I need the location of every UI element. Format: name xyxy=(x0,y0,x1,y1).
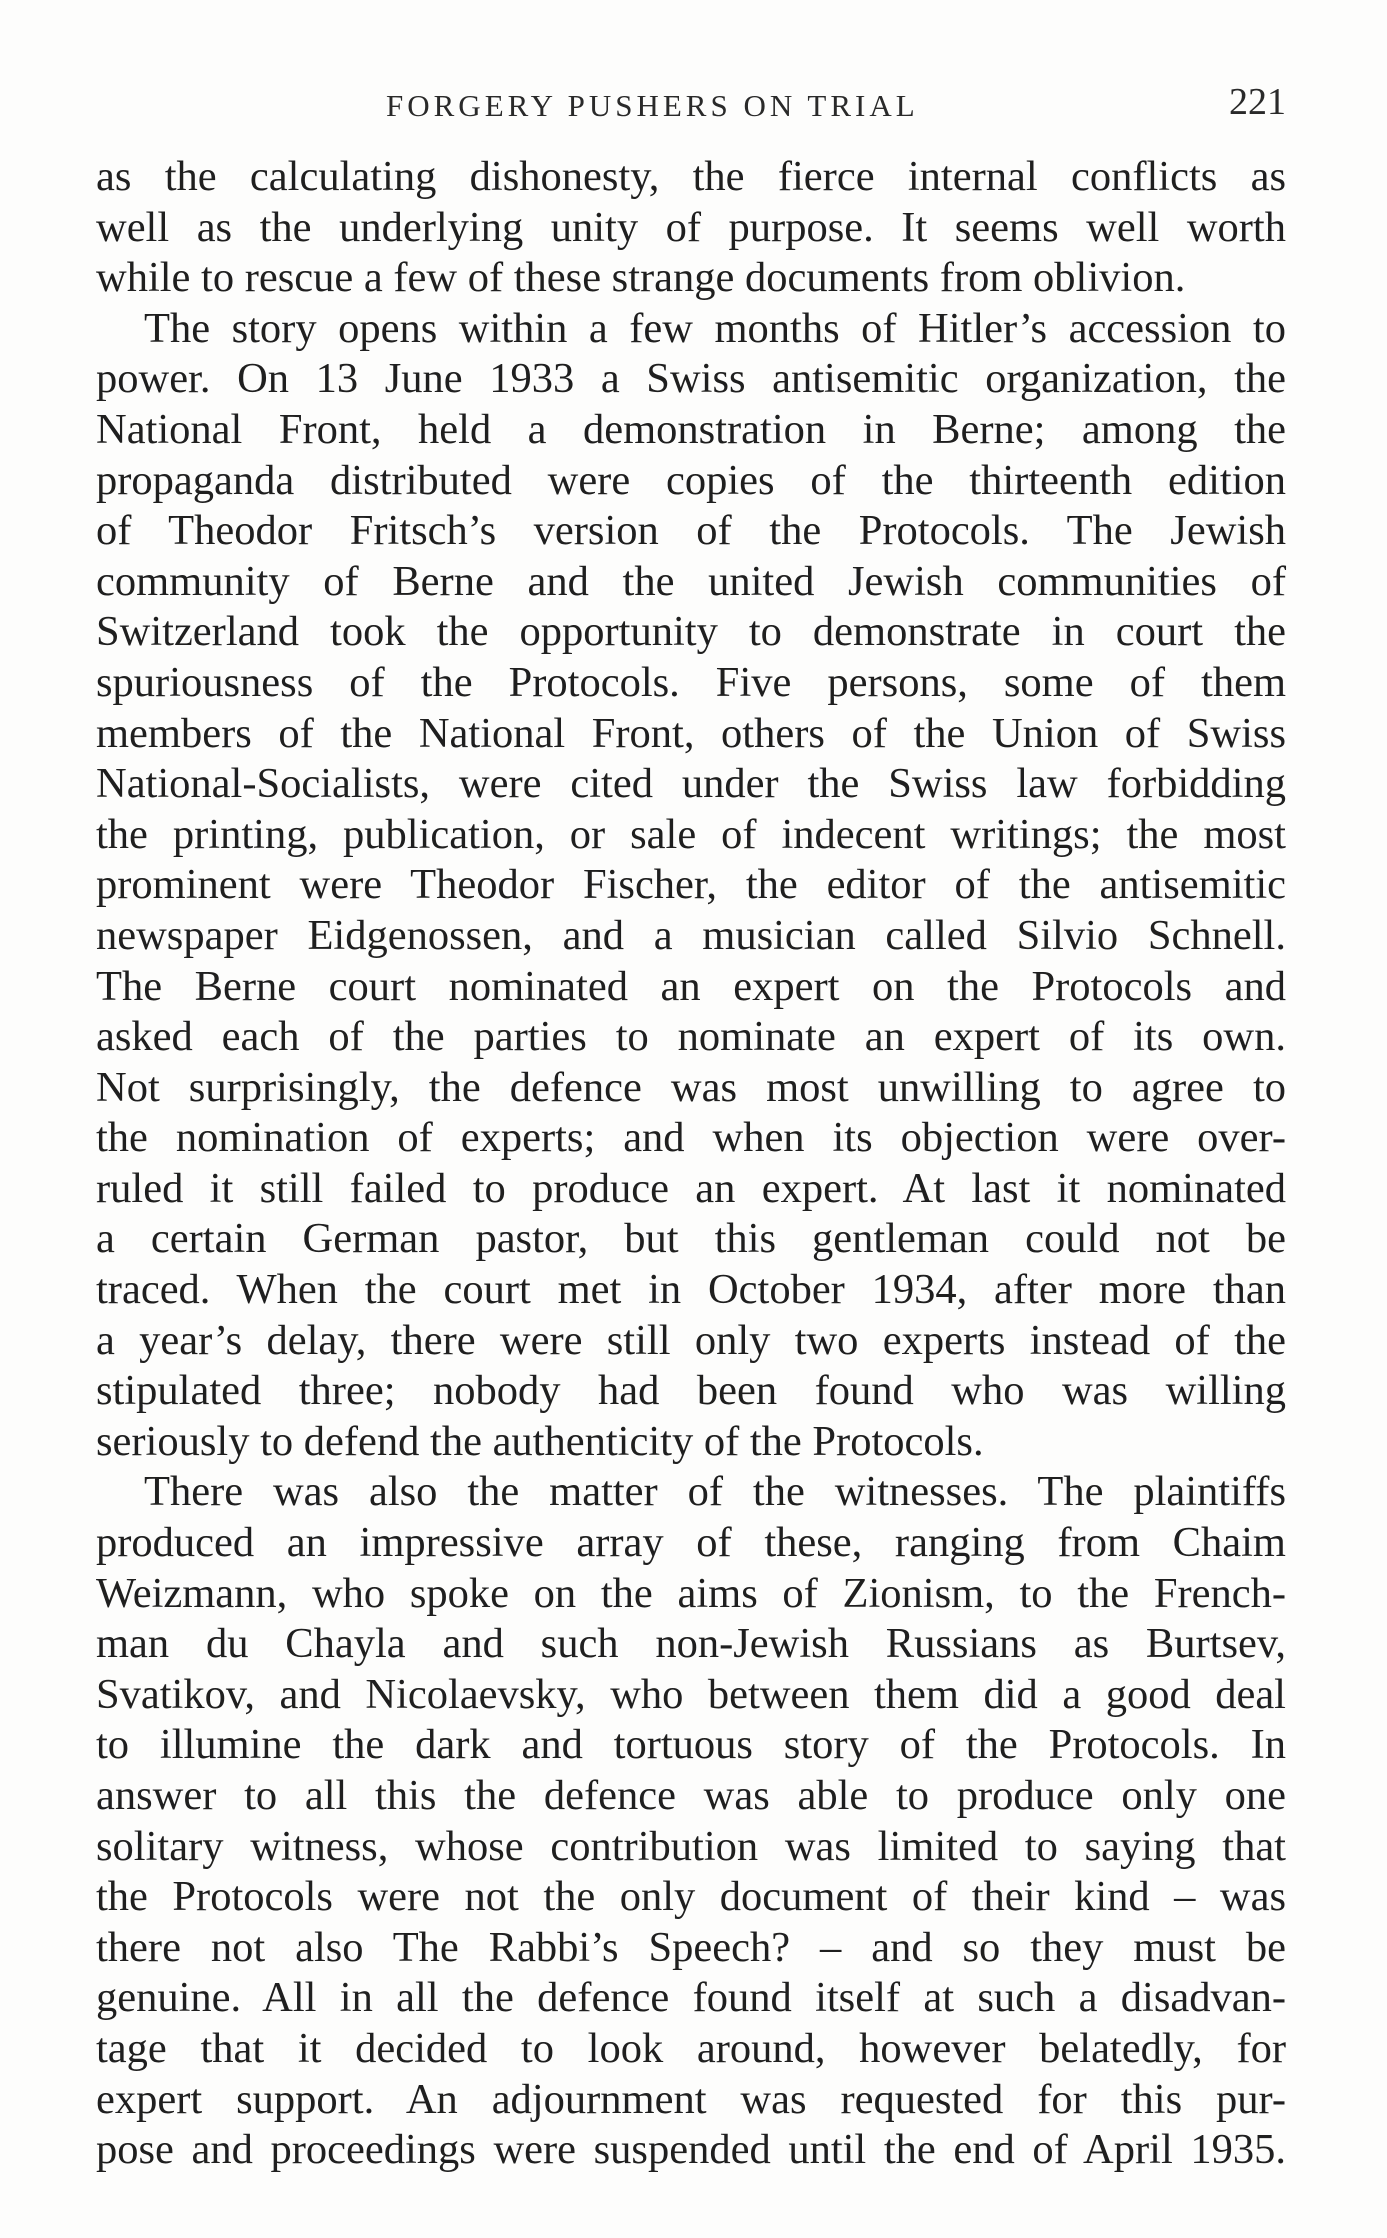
text-line: man du Chayla and such non-Jewish Russians as Burtsev, xyxy=(96,1620,1286,1668)
text-line: produced an impressive array of these, ranging from Chaim xyxy=(96,1519,1286,1567)
text-line: ruled it still failed to produce an expert. At last it nominated xyxy=(96,1164,1286,1212)
page-number: 221 xyxy=(1229,81,1286,123)
text-line: tage that it decided to look around, however belatedly, for xyxy=(96,2024,1286,2072)
text-line: the Protocols were not the only document of their kind – was xyxy=(96,1873,1286,1921)
text-line: genuine. All in all the defence found itself at such a disadvan- xyxy=(96,1974,1286,2022)
text-line: expert support. An adjournment was requested for this pur- xyxy=(96,2075,1286,2123)
text-line: stipulated three; nobody had been found who was willing xyxy=(96,1367,1286,1415)
text-line: Not surprisingly, the defence was most unwilling to agree to xyxy=(96,1063,1286,1111)
text-line: propaganda distributed were copies of the thirteenth edition xyxy=(96,456,1286,504)
text-line: The Berne court nominated an expert on the Protocols and xyxy=(96,962,1286,1010)
text-line: prominent were Theodor Fischer, the editor of the antisemitic xyxy=(96,861,1286,909)
page-header xyxy=(96,76,1286,136)
text-line: as the calculating dishonesty, the fierce internal conflicts as xyxy=(96,153,1286,200)
text-line: Svatikov, and Nicolaevsky, who between them did a good deal xyxy=(96,1670,1286,1718)
text-line: There was also the matter of the witnesses. The plaintiffs xyxy=(144,1468,1286,1516)
text-line: pose and proceedings were suspended until the end of April 1935. xyxy=(96,2126,1286,2174)
text-line: solitary witness, whose contribution was limited to saying that xyxy=(96,1822,1286,1870)
text-line: power. On 13 June 1933 a Swiss antisemitic organization, the xyxy=(96,355,1286,403)
text-line: there not also The Rabbi’s Speech? – and so they must be xyxy=(96,1923,1286,1971)
text-line: Weizmann, who spoke on the aims of Zionism, to the French- xyxy=(96,1569,1286,1617)
text-line: asked each of the parties to nominate an expert of its own. xyxy=(96,1013,1286,1061)
text-line: National Front, held a demonstration in Berne; among the xyxy=(96,405,1286,453)
text-line: to illumine the dark and tortuous story of the Protocols. In xyxy=(96,1721,1286,1769)
text-line: Switzerland took the opportunity to demonstrate in court the xyxy=(96,608,1286,656)
text-line: newspaper Eidgenossen, and a musician called Silvio Schnell. xyxy=(96,911,1286,959)
text-line: National-Socialists, were cited under the Swiss law forbidding xyxy=(96,760,1286,808)
text-line: The story opens within a few months of Hitler’s accession to xyxy=(144,304,1286,352)
text-line: spuriousness of the Protocols. Five persons, some of them xyxy=(96,658,1286,706)
text-line: members of the National Front, others of the Union of Swiss xyxy=(96,709,1286,757)
text-line: while to rescue a few of these strange documents from oblivion. xyxy=(96,254,1186,302)
text-line: answer to all this the defence was able to produce only one xyxy=(96,1772,1286,1819)
text-line: the printing, publication, or sale of indecent writings; the most xyxy=(96,810,1286,858)
text-line: seriously to defend the authenticity of the Protocols. xyxy=(96,1417,984,1465)
text-line: of Theodor Fritsch’s version of the Protocols. The Jewish xyxy=(96,507,1286,555)
text-line: community of Berne and the united Jewish communities of xyxy=(96,557,1286,605)
text-line: well as the underlying unity of purpose. It seems well worth xyxy=(96,203,1286,251)
running-head: FORGERY PUSHERS ON TRIAL xyxy=(386,88,919,123)
body-text xyxy=(96,152,1286,2176)
text-line: a certain German pastor, but this gentleman could not be xyxy=(96,1215,1286,1263)
text-line: the nomination of experts; and when its objection were over- xyxy=(96,1114,1286,1162)
text-line: traced. When the court met in October 1934, after more than xyxy=(96,1266,1286,1314)
text-line: a year’s delay, there were still only two experts instead of the xyxy=(96,1316,1286,1364)
